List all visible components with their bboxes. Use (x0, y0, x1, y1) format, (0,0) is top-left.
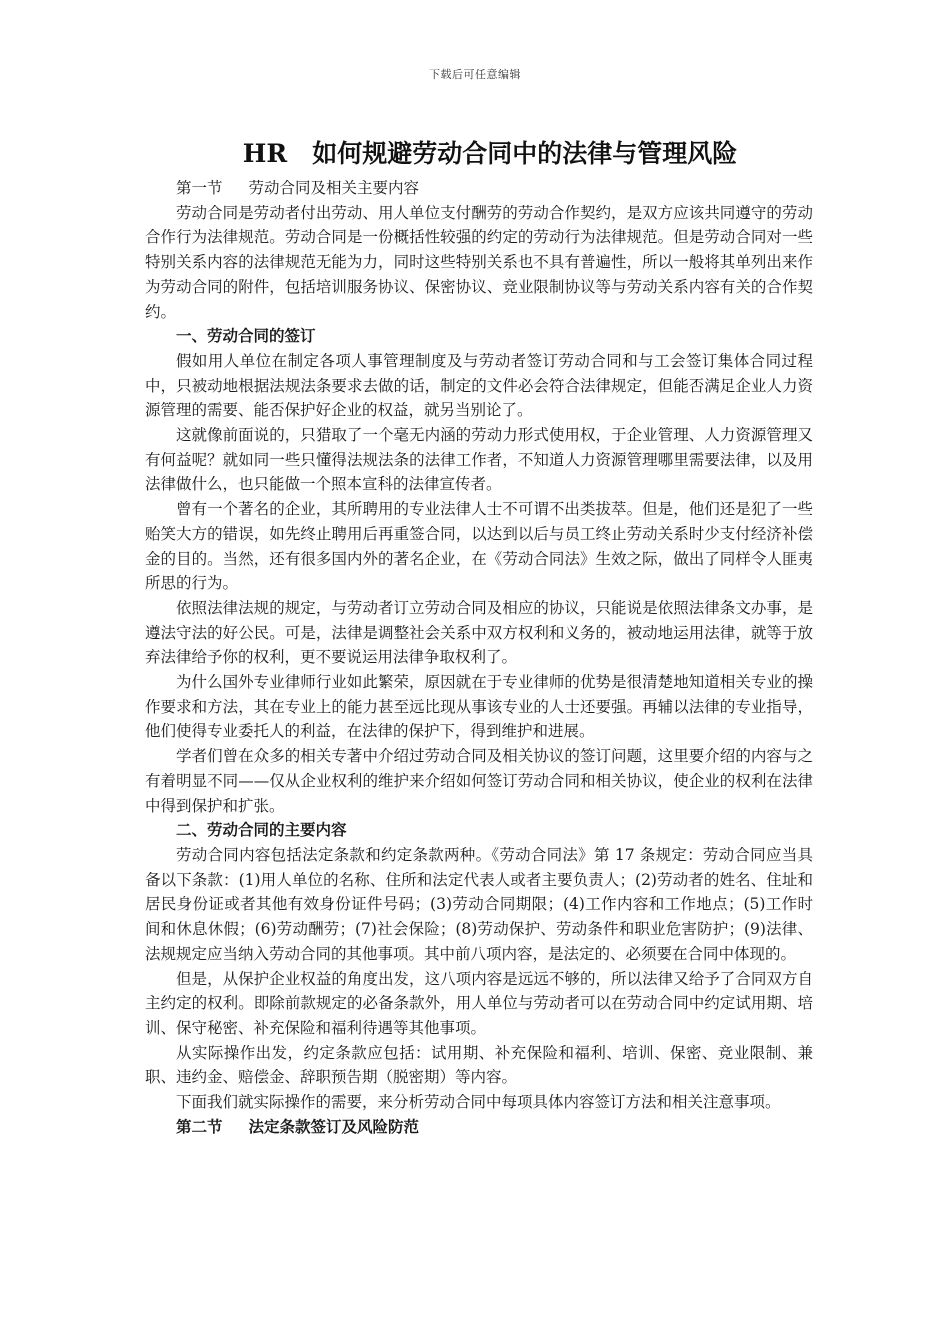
paragraph-1: 假如用人单位在制定各项人事管理制度及与劳动者签订劳动合同和与工会签订集体合同过程中，只被动地根据法规法条要求去做的话，制定的文件必会符合法律规定，但能否满足企业人力资源管理的需要、能否保护好企业的权益，就另当别论了。 (145, 351, 813, 420)
intro-paragraph: 劳动合同是劳动者付出劳动、用人单位支付酬劳的劳动合作契约，是双方应该共同遵守的劳动合作行为法律规范。劳动合同是一份概括性较强的约定的劳动行为法律规范。但是劳动合同对一些特别关系内容的法律规范无能为力，同时这些特别关系也不具有普遍性，所以一般将其单列出来作为劳动合同的附件，包括培训服务协议、保密协议、竞业限制协议等与劳动关系内容有关的合作契约。 (145, 203, 813, 321)
paragraph-7: 劳动合同内容包括法定条款和约定条款两种。《劳动合同法》第 17 条规定：劳动合同应当具备以下条款：(1)用人单位的名称、住所和法定代表人或者主要负责人；(2)劳动者的姓名、住址和居民身份证或者其他有效身份证件号码；(3)劳动合同期限；(4)工作内容和工作地点；(5)工作时间和休息休假；(6)劳动酬劳；(7)社会保险；(8)劳动保护、劳动条件和职业危害防护；(9)法律、法规规定应当纳入劳动合同的其他事项。其中前八项内容，是法定的、必须要在合同中体现的。 (145, 845, 813, 963)
paragraph-5: 为什么国外专业律师行业如此繁荣，原因就在于专业律师的优势是很清楚地知道相关专业的操作要求和方法，其在专业上的能力甚至远比现从事该专业的人士还要强。再辅以法律的专业指导，他们使得专业委托人的利益，在法律的保护下，得到维护和进展。 (145, 673, 813, 741)
paragraph-4: 依照法律法规的规定，与劳动者订立劳动合同及相应的协议，只能说是依照法律条文办事，是遵法守法的好公民。可是，法律是调整社会关系中双方权利和义务的，被动地运用法律，就等于放弃法律给予你的权利，更不要说运用法律争取权利了。 (145, 598, 813, 667)
document-title: HR 如何规避劳动合同中的法律与管理风险 (242, 139, 738, 168)
heading-signing: 一、劳动合同的签订 (176, 326, 316, 346)
section-1-number: 第一节 (176, 179, 223, 197)
page-header: 下载后可任意编辑 (429, 68, 521, 81)
paragraph-3: 曾有一个著名的企业，其所聘用的专业法律人士不可谓不出类拔萃。但是，他们还是犯了一些贻笑大方的错误，如先终止聘用后再重签合同，以达到以后与员工终止劳动关系时少支付经济补偿金的目的。当然，还有很多国内外的著名企业，在《劳动合同法》生效之际，做出了同样令人匪夷所思的行为。 (145, 500, 813, 593)
section-1-heading (145, 176, 813, 201)
section-2-number: 第二节 (176, 1116, 223, 1136)
paragraph-10: 下面我们就实际操作的需要，来分析劳动合同中每项具体内容签订方法和相关注意事项。 (176, 1093, 781, 1112)
paragraph-8: 但是，从保护企业权益的角度出发，这八项内容是远远不够的，所以法律又给予了合同双方自主约定的权利。即除前款规定的必备条款外，用人单位与劳动者可以在劳动合同中约定试用期、培训、保守秘密、补充保险和福利待遇等其他事项。 (145, 969, 813, 1037)
section-1-title: 劳动合同及相关主要内容 (248, 179, 420, 197)
section-2-title: 法定条款签订及风险防范 (248, 1116, 420, 1136)
document-body (145, 176, 813, 1139)
heading-main-content: 二、劳动合同的主要内容 (176, 820, 347, 840)
paragraph-9: 从实际操作出发，约定条款应包括：试用期、补充保险和福利、培训、保密、竞业限制、兼职、违约金、赔偿金、辞职预告期（脱密期）等内容。 (145, 1043, 813, 1087)
paragraph-6: 学者们曾在众多的相关专著中介绍过劳动合同及相关协议的签订问题，这里要介绍的内容与之有着明显不同——仅从企业权利的维护来介绍如何签订劳动合同和相关协议，使企业的权利在法律中得到保护和扩张。 (145, 747, 813, 815)
paragraph-2: 这就像前面说的，只猎取了一个毫无内涵的劳动力形式使用权，于企业管理、人力资源管理又有何益呢？就如同一些只懂得法规法条的法律工作者，不知道人力资源管理哪里需要法律，以及用法律做什么，也只能做一个照本宣科的法律宣传者。 (145, 426, 813, 494)
section-2-heading (145, 1115, 813, 1140)
